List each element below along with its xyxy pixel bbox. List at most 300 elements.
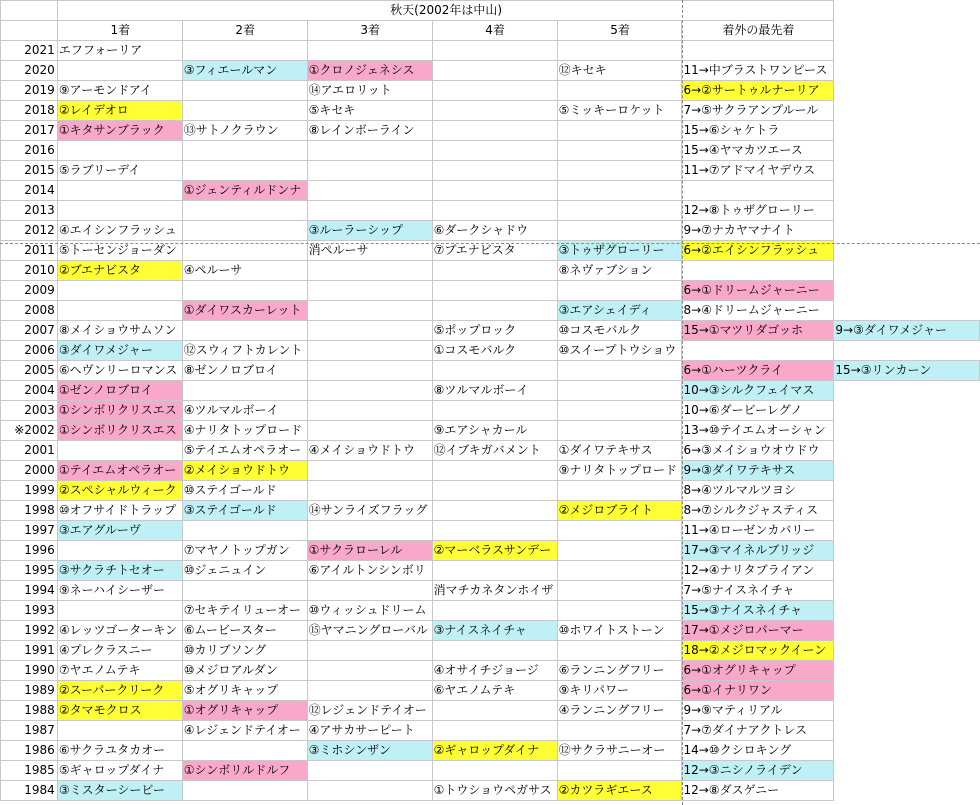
cell-2nd[interactable]: ①シンボリルドルフ bbox=[182, 761, 307, 781]
cell-2nd[interactable]: ③フィエールマン bbox=[182, 61, 307, 81]
cell-5th[interactable] bbox=[557, 641, 682, 661]
cell-2nd[interactable] bbox=[182, 101, 307, 121]
cell-1st[interactable]: ⑦ヤエノムテキ bbox=[57, 661, 182, 681]
cell-3rd[interactable] bbox=[307, 401, 432, 421]
cell-1st[interactable]: ④エイシンフラッシュ bbox=[57, 221, 182, 241]
outside-cell bbox=[834, 741, 980, 761]
cell-3rd[interactable]: ⑭サンライズフラッグ bbox=[307, 501, 432, 521]
cell-1st[interactable] bbox=[57, 601, 182, 621]
cell-5th[interactable]: ③トゥザグローリー bbox=[557, 241, 682, 261]
cell-3rd[interactable] bbox=[307, 661, 432, 681]
cell-best-unplaced[interactable]: 14→⑩クシロキング bbox=[682, 741, 834, 761]
cell-4th[interactable] bbox=[432, 261, 557, 281]
cell-3rd[interactable]: ⑭アエロリット bbox=[307, 81, 432, 101]
cell-5th[interactable] bbox=[557, 521, 682, 541]
cell-1st[interactable]: ③ミスターシービー bbox=[57, 781, 182, 801]
cell-3rd[interactable] bbox=[307, 481, 432, 501]
cell-1st[interactable]: ⑤ギャロップダイナ bbox=[57, 761, 182, 781]
cell-1st[interactable]: ③ダイワメジャー bbox=[57, 341, 182, 361]
cell-1st[interactable] bbox=[57, 141, 182, 161]
cell-2nd[interactable] bbox=[182, 161, 307, 181]
cell-5th[interactable]: ⑤ミッキーロケット bbox=[557, 101, 682, 121]
cell-4th[interactable]: ⑦ブエナビスタ bbox=[432, 241, 557, 261]
cell-3rd[interactable]: ①サクラローレル bbox=[307, 541, 432, 561]
cell-3rd[interactable] bbox=[307, 781, 432, 801]
cell-best-unplaced[interactable]: 7→⑦ダイナアクトレス bbox=[682, 721, 834, 741]
table-row bbox=[1, 401, 980, 421]
header-year-cell[interactable] bbox=[1, 21, 58, 41]
cell-2nd[interactable]: ④ツルマルボーイ bbox=[182, 401, 307, 421]
cell-4th[interactable]: ①コスモバルク bbox=[432, 341, 557, 361]
cell-5th[interactable]: ②カツラギエース bbox=[557, 781, 682, 801]
cell-3rd[interactable] bbox=[307, 261, 432, 281]
cell-2nd[interactable]: ⑥ムービースター bbox=[182, 621, 307, 641]
cell-best-unplaced[interactable]: 6→②サートゥルナーリア bbox=[682, 81, 834, 101]
year-cell[interactable]: 2006 bbox=[1, 341, 58, 361]
cell-best-unplaced[interactable]: 11→④ローゼンカバリー bbox=[682, 521, 834, 541]
cell-2nd[interactable] bbox=[182, 781, 307, 801]
cell-3rd[interactable]: ③ミホシンザン bbox=[307, 741, 432, 761]
cell-2nd[interactable]: ⑦セキテイリューオー bbox=[182, 601, 307, 621]
cell-best-unplaced[interactable]: 11→中ブラストワンピース bbox=[682, 61, 834, 81]
cell-5th[interactable] bbox=[557, 41, 682, 61]
cell-2nd[interactable] bbox=[182, 381, 307, 401]
year-cell[interactable]: 2005 bbox=[1, 361, 58, 381]
cell-3rd[interactable] bbox=[307, 141, 432, 161]
cell-1st[interactable]: ③サクラチトセオー bbox=[57, 561, 182, 581]
cell-1st[interactable]: ④レッツゴーターキン bbox=[57, 621, 182, 641]
cell-best-unplaced[interactable]: 8→④ツルマルツヨシ bbox=[682, 481, 834, 501]
year-cell[interactable]: 2014 bbox=[1, 181, 58, 201]
cell-5th[interactable]: ⑩ホワイトストーン bbox=[557, 621, 682, 641]
cell-4th[interactable] bbox=[432, 701, 557, 721]
cell-2nd[interactable] bbox=[182, 581, 307, 601]
cell-3rd[interactable] bbox=[307, 361, 432, 381]
sheet-title[interactable]: 秋天(2002年は中山) bbox=[57, 1, 834, 21]
cell-5th[interactable] bbox=[557, 721, 682, 741]
cell-1st[interactable] bbox=[57, 181, 182, 201]
table-row bbox=[1, 621, 980, 641]
cell-best-unplaced[interactable]: 15→④ヤマカツエース bbox=[682, 141, 834, 161]
cell-3rd[interactable]: ①クロノジェネシス bbox=[307, 61, 432, 81]
cell-best-unplaced[interactable] bbox=[682, 341, 834, 361]
cell-best-unplaced[interactable]: 8→④ドリームジャーニー bbox=[682, 301, 834, 321]
cell-4th[interactable] bbox=[432, 461, 557, 481]
cell-1st[interactable]: ②スペシャルウィーク bbox=[57, 481, 182, 501]
cell-4th[interactable]: ⑫イブキガバメント bbox=[432, 441, 557, 461]
cell-4th[interactable] bbox=[432, 641, 557, 661]
cell-5th[interactable]: ⑥ランニングフリー bbox=[557, 661, 682, 681]
cell-3rd[interactable] bbox=[307, 161, 432, 181]
cell-1st[interactable]: ②ブエナビスタ bbox=[57, 261, 182, 281]
cell-3rd[interactable] bbox=[307, 181, 432, 201]
cell-3rd[interactable] bbox=[307, 681, 432, 701]
table-row bbox=[1, 321, 980, 341]
table-row bbox=[1, 521, 980, 541]
year-cell[interactable]: 2011 bbox=[1, 241, 58, 261]
header-2nd[interactable]: 2着 bbox=[182, 21, 307, 41]
year-cell[interactable]: 1996 bbox=[1, 541, 58, 561]
cell-2nd[interactable]: ⑤テイエムオペラオー bbox=[182, 441, 307, 461]
year-cell[interactable]: 1992 bbox=[1, 621, 58, 641]
cell-1st[interactable]: ②スーパークリーク bbox=[57, 681, 182, 701]
table-row bbox=[1, 481, 980, 501]
cell-3rd[interactable] bbox=[307, 201, 432, 221]
year-cell[interactable]: 2001 bbox=[1, 441, 58, 461]
cell-1st[interactable]: ②レイデオロ bbox=[57, 101, 182, 121]
cell-3rd[interactable]: ⑤キセキ bbox=[307, 101, 432, 121]
cell-1st[interactable]: ⑨ネーハイシーザー bbox=[57, 581, 182, 601]
cell-3rd[interactable] bbox=[307, 421, 432, 441]
cell-1st[interactable]: ⑩オフサイドトラップ bbox=[57, 501, 182, 521]
cell-best-unplaced[interactable]: 9→⑦ナカヤマナイト bbox=[682, 221, 834, 241]
cell-1st[interactable]: ⑥サクラユタカオー bbox=[57, 741, 182, 761]
cell-4th[interactable]: ①トウショウペガサス bbox=[432, 781, 557, 801]
cell-1st[interactable] bbox=[57, 541, 182, 561]
cell-2nd[interactable] bbox=[182, 741, 307, 761]
cell-5th[interactable]: ⑩スイープトウショウ bbox=[557, 341, 682, 361]
cell-5th[interactable] bbox=[557, 221, 682, 241]
cell-3rd[interactable] bbox=[307, 301, 432, 321]
cell-4th[interactable]: ⑨エアシャカール bbox=[432, 421, 557, 441]
cell-2nd[interactable]: ①オグリキャップ bbox=[182, 701, 307, 721]
cell-4th[interactable] bbox=[432, 141, 557, 161]
cell-1st[interactable]: ⑥ヘヴンリーロマンス bbox=[57, 361, 182, 381]
cell-5th[interactable] bbox=[557, 381, 682, 401]
year-cell[interactable]: 1991 bbox=[1, 641, 58, 661]
table-row bbox=[1, 201, 980, 221]
header-5th[interactable]: 5着 bbox=[557, 21, 682, 41]
cell-5th[interactable] bbox=[557, 421, 682, 441]
cell-1st[interactable]: ③エアグルーヴ bbox=[57, 521, 182, 541]
cell-3rd[interactable]: ⑮ヤマニングローバル bbox=[307, 621, 432, 641]
cell-1st[interactable]: ①ゼンノロブロイ bbox=[57, 381, 182, 401]
outside-cell bbox=[834, 621, 980, 641]
cell-best-unplaced[interactable] bbox=[682, 41, 834, 61]
table-row bbox=[1, 421, 980, 441]
cell-5th[interactable] bbox=[557, 201, 682, 221]
cell-1st[interactable] bbox=[57, 721, 182, 741]
cell-4th[interactable]: 消マチカネタンホイザ bbox=[432, 581, 557, 601]
cell-best-unplaced[interactable]: 12→④ナリタブライアン bbox=[682, 561, 834, 581]
cell-2nd[interactable]: ⑩メジロアルダン bbox=[182, 661, 307, 681]
outside-cell bbox=[834, 581, 980, 601]
cell-4th[interactable] bbox=[432, 121, 557, 141]
cell-1st[interactable]: ②タマモクロス bbox=[57, 701, 182, 721]
page-break-horizontal bbox=[0, 243, 980, 244]
cell-5th[interactable]: ⑧ネヴァブション bbox=[557, 261, 682, 281]
title-spacer-cell[interactable] bbox=[1, 1, 58, 21]
cell-5th[interactable] bbox=[557, 81, 682, 101]
cell-4th[interactable] bbox=[432, 561, 557, 581]
cell-2nd[interactable]: ①ジェンティルドンナ bbox=[182, 181, 307, 201]
cell-1st[interactable]: ⑨アーモンドアイ bbox=[57, 81, 182, 101]
cell-4th[interactable] bbox=[432, 721, 557, 741]
cell-4th[interactable] bbox=[432, 361, 557, 381]
cell-3rd[interactable]: ⑥アイルトンシンボリ bbox=[307, 561, 432, 581]
year-cell[interactable]: 1998 bbox=[1, 501, 58, 521]
cell-best-unplaced[interactable]: 9→⑨マティリアル bbox=[682, 701, 834, 721]
cell-2nd[interactable] bbox=[182, 321, 307, 341]
cell-5th[interactable] bbox=[557, 141, 682, 161]
cell-4th[interactable] bbox=[432, 81, 557, 101]
cell-3rd[interactable]: ⑫レジェンドテイオー bbox=[307, 701, 432, 721]
cell-best-unplaced[interactable]: 11→⑦アドマイヤデウス bbox=[682, 161, 834, 181]
year-cell[interactable]: 1995 bbox=[1, 561, 58, 581]
cell-best-unplaced[interactable]: 9→③ダイワテキサス bbox=[682, 461, 834, 481]
cell-1st[interactable]: エフフォーリア bbox=[57, 41, 182, 61]
year-cell[interactable]: 2021 bbox=[1, 41, 58, 61]
year-cell[interactable]: 2012 bbox=[1, 221, 58, 241]
cell-extra-unplaced[interactable]: 15→③リンカーン bbox=[834, 361, 980, 381]
cell-5th[interactable]: ①ダイワテキサス bbox=[557, 441, 682, 461]
table-row bbox=[1, 381, 980, 401]
cell-1st[interactable] bbox=[57, 301, 182, 321]
cell-4th[interactable] bbox=[432, 61, 557, 81]
cell-best-unplaced[interactable]: 18→②メジロマックイーン bbox=[682, 641, 834, 661]
cell-5th[interactable] bbox=[557, 581, 682, 601]
cell-best-unplaced[interactable]: 6→①ドリームジャーニー bbox=[682, 281, 834, 301]
outside-cell bbox=[834, 161, 980, 181]
cell-2nd[interactable]: ②メイショウドトウ bbox=[182, 461, 307, 481]
cell-5th[interactable]: ③エアシェイディ bbox=[557, 301, 682, 321]
cell-4th[interactable] bbox=[432, 201, 557, 221]
cell-4th[interactable]: ⑥ダークシャドウ bbox=[432, 221, 557, 241]
cell-3rd[interactable] bbox=[307, 581, 432, 601]
cell-2nd[interactable]: ④レジェンドテイオー bbox=[182, 721, 307, 741]
cell-best-unplaced[interactable]: 6→①ハーツクライ bbox=[682, 361, 834, 381]
cell-best-unplaced[interactable]: 13→⑩テイエムオーシャン bbox=[682, 421, 834, 441]
outside-cell bbox=[834, 761, 980, 781]
cell-3rd[interactable]: ④メイショウドトウ bbox=[307, 441, 432, 461]
cell-best-unplaced[interactable]: 12→⑧トゥザグローリー bbox=[682, 201, 834, 221]
header-4th[interactable]: 4着 bbox=[432, 21, 557, 41]
cell-4th[interactable]: ③ナイスネイチャ bbox=[432, 621, 557, 641]
cell-extra-unplaced[interactable]: 9→③ダイワメジャー bbox=[834, 321, 980, 341]
year-cell[interactable]: 2004 bbox=[1, 381, 58, 401]
year-cell[interactable]: 2010 bbox=[1, 261, 58, 281]
year-cell[interactable]: 1988 bbox=[1, 701, 58, 721]
cell-best-unplaced[interactable]: 10→⑥ダービーレグノ bbox=[682, 401, 834, 421]
cell-3rd[interactable] bbox=[307, 321, 432, 341]
table-row bbox=[1, 281, 980, 301]
cell-5th[interactable]: ②メジロブライト bbox=[557, 501, 682, 521]
cell-4th[interactable]: ⑤ポップロック bbox=[432, 321, 557, 341]
cell-1st[interactable]: ⑤ラブリーデイ bbox=[57, 161, 182, 181]
table-row bbox=[1, 441, 980, 461]
year-cell[interactable]: 2000 bbox=[1, 461, 58, 481]
cell-5th[interactable]: ⑨キリパワー bbox=[557, 681, 682, 701]
cell-4th[interactable]: ②ギャロップダイナ bbox=[432, 741, 557, 761]
cell-1st[interactable] bbox=[57, 281, 182, 301]
cell-4th[interactable] bbox=[432, 501, 557, 521]
cell-5th[interactable] bbox=[557, 181, 682, 201]
year-cell[interactable]: 1989 bbox=[1, 681, 58, 701]
cell-4th[interactable] bbox=[432, 181, 557, 201]
cell-3rd[interactable] bbox=[307, 641, 432, 661]
cell-1st[interactable] bbox=[57, 201, 182, 221]
cell-2nd[interactable]: ④ペルーサ bbox=[182, 261, 307, 281]
cell-3rd[interactable] bbox=[307, 461, 432, 481]
cell-4th[interactable] bbox=[432, 481, 557, 501]
cell-2nd[interactable]: ⑤オグリキャップ bbox=[182, 681, 307, 701]
year-cell[interactable]: 2015 bbox=[1, 161, 58, 181]
cell-1st[interactable]: ①キタサンブラック bbox=[57, 121, 182, 141]
cell-5th[interactable] bbox=[557, 761, 682, 781]
cell-4th[interactable] bbox=[432, 41, 557, 61]
year-cell[interactable]: ※2002 bbox=[1, 421, 58, 441]
year-cell[interactable]: 2016 bbox=[1, 141, 58, 161]
cell-3rd[interactable] bbox=[307, 281, 432, 301]
cell-5th[interactable] bbox=[557, 361, 682, 381]
cell-1st[interactable] bbox=[57, 441, 182, 461]
cell-best-unplaced[interactable]: 6→①イナリワン bbox=[682, 681, 834, 701]
cell-5th[interactable]: ⑨ナリタトップロード bbox=[557, 461, 682, 481]
year-cell[interactable]: 1997 bbox=[1, 521, 58, 541]
cell-5th[interactable]: ⑩コスモバルク bbox=[557, 321, 682, 341]
cell-best-unplaced[interactable]: 15→③ナイスネイチャ bbox=[682, 601, 834, 621]
cell-4th[interactable] bbox=[432, 281, 557, 301]
cell-4th[interactable] bbox=[432, 761, 557, 781]
cell-5th[interactable] bbox=[557, 561, 682, 581]
cell-2nd[interactable] bbox=[182, 41, 307, 61]
cell-4th[interactable] bbox=[432, 301, 557, 321]
cell-3rd[interactable] bbox=[307, 381, 432, 401]
year-cell[interactable]: 2009 bbox=[1, 281, 58, 301]
cell-best-unplaced[interactable] bbox=[682, 261, 834, 281]
year-cell[interactable]: 2013 bbox=[1, 201, 58, 221]
cell-2nd[interactable]: ⑩カリブソング bbox=[182, 641, 307, 661]
cell-3rd[interactable]: 消ペルーサ bbox=[307, 241, 432, 261]
cell-2nd[interactable] bbox=[182, 141, 307, 161]
cell-3rd[interactable] bbox=[307, 521, 432, 541]
table-row bbox=[1, 141, 980, 161]
header-best-unplaced[interactable]: 着外の最先着 bbox=[682, 21, 834, 41]
cell-4th[interactable]: ④オサイチジョージ bbox=[432, 661, 557, 681]
cell-3rd[interactable]: ③ルーラーシップ bbox=[307, 221, 432, 241]
year-cell[interactable]: 1987 bbox=[1, 721, 58, 741]
cell-best-unplaced[interactable]: 15→⑥シャケトラ bbox=[682, 121, 834, 141]
year-cell[interactable]: 1986 bbox=[1, 741, 58, 761]
header-3rd[interactable]: 3着 bbox=[307, 21, 432, 41]
cell-4th[interactable]: ⑧ツルマルボーイ bbox=[432, 381, 557, 401]
cell-4th[interactable] bbox=[432, 521, 557, 541]
cell-5th[interactable]: ⑫キセキ bbox=[557, 61, 682, 81]
cell-1st[interactable]: ⑧メイショウサムソン bbox=[57, 321, 182, 341]
cell-best-unplaced[interactable]: 15→①マツリダゴッホ bbox=[682, 321, 834, 341]
outside-cell bbox=[834, 41, 980, 61]
cell-best-unplaced[interactable]: 10→③シルクフェイマス bbox=[682, 381, 834, 401]
cell-best-unplaced[interactable]: 7→⑤ナイスネイチャ bbox=[682, 581, 834, 601]
cell-2nd[interactable] bbox=[182, 201, 307, 221]
cell-2nd[interactable]: ⑫スウィフトカレント bbox=[182, 341, 307, 361]
cell-5th[interactable] bbox=[557, 161, 682, 181]
cell-best-unplaced[interactable]: 7→⑤サクラアンプルール bbox=[682, 101, 834, 121]
cell-2nd[interactable]: ⑬サトノクラウン bbox=[182, 121, 307, 141]
cell-2nd[interactable]: ③ステイゴールド bbox=[182, 501, 307, 521]
cell-5th[interactable]: ④ランニングフリー bbox=[557, 701, 682, 721]
cell-1st[interactable]: ⑤トーセンジョーダン bbox=[57, 241, 182, 261]
cell-2nd[interactable] bbox=[182, 81, 307, 101]
year-cell[interactable]: 1990 bbox=[1, 661, 58, 681]
year-cell[interactable]: 2003 bbox=[1, 401, 58, 421]
outside-cell bbox=[834, 61, 980, 81]
cell-2nd[interactable] bbox=[182, 281, 307, 301]
table-row bbox=[1, 61, 980, 81]
cell-1st[interactable] bbox=[57, 61, 182, 81]
cell-3rd[interactable] bbox=[307, 341, 432, 361]
cell-1st[interactable]: ①シンボリクリスエス bbox=[57, 401, 182, 421]
table-row bbox=[1, 501, 980, 521]
cell-4th[interactable] bbox=[432, 101, 557, 121]
cell-5th[interactable] bbox=[557, 541, 682, 561]
year-cell[interactable]: 2018 bbox=[1, 101, 58, 121]
cell-5th[interactable] bbox=[557, 481, 682, 501]
year-cell[interactable]: 1993 bbox=[1, 601, 58, 621]
year-cell[interactable]: 2017 bbox=[1, 121, 58, 141]
cell-4th[interactable] bbox=[432, 401, 557, 421]
year-cell[interactable]: 1985 bbox=[1, 761, 58, 781]
cell-5th[interactable] bbox=[557, 121, 682, 141]
cell-3rd[interactable] bbox=[307, 41, 432, 61]
cell-4th[interactable]: ⑥ヤエノムテキ bbox=[432, 681, 557, 701]
cell-2nd[interactable] bbox=[182, 521, 307, 541]
cell-4th[interactable] bbox=[432, 601, 557, 621]
cell-2nd[interactable] bbox=[182, 221, 307, 241]
year-cell[interactable]: 1994 bbox=[1, 581, 58, 601]
cell-1st[interactable]: ①テイエムオペラオー bbox=[57, 461, 182, 481]
cell-3rd[interactable] bbox=[307, 761, 432, 781]
cell-5th[interactable] bbox=[557, 401, 682, 421]
cell-1st[interactable]: ④プレクラスニー bbox=[57, 641, 182, 661]
cell-best-unplaced[interactable]: 6→①オグリキャップ bbox=[682, 661, 834, 681]
cell-2nd[interactable]: ⑩ステイゴールド bbox=[182, 481, 307, 501]
cell-2nd[interactable]: ①ダイワスカーレット bbox=[182, 301, 307, 321]
year-cell[interactable]: 2020 bbox=[1, 61, 58, 81]
cell-3rd[interactable]: ⑩ウィッシュドリーム bbox=[307, 601, 432, 621]
outside-cell bbox=[834, 461, 980, 481]
header-1st[interactable]: 1着 bbox=[57, 21, 182, 41]
cell-2nd[interactable]: ⑩ジェニュイン bbox=[182, 561, 307, 581]
cell-5th[interactable] bbox=[557, 601, 682, 621]
year-cell[interactable]: 1984 bbox=[1, 781, 58, 801]
cell-3rd[interactable]: ④アサカサーピート bbox=[307, 721, 432, 741]
year-cell[interactable]: 2008 bbox=[1, 301, 58, 321]
outside-cell bbox=[834, 281, 980, 301]
cell-best-unplaced[interactable]: 12→③ニシノライデン bbox=[682, 761, 834, 781]
cell-best-unplaced[interactable]: 8→⑦シルクジャスティス bbox=[682, 501, 834, 521]
cell-5th[interactable]: ⑫サクラサニーオー bbox=[557, 741, 682, 761]
cell-best-unplaced[interactable]: 6→②エイシンフラッシュ bbox=[682, 241, 834, 261]
cell-best-unplaced[interactable]: 12→⑧ダスゲニー bbox=[682, 781, 834, 801]
year-cell[interactable]: 2019 bbox=[1, 81, 58, 101]
cell-2nd[interactable]: ⑦マヤノトップガン bbox=[182, 541, 307, 561]
cell-5th[interactable] bbox=[557, 281, 682, 301]
cell-best-unplaced[interactable]: 17→①メジロパーマー bbox=[682, 621, 834, 641]
cell-best-unplaced[interactable]: 17→③マイネルブリッジ bbox=[682, 541, 834, 561]
cell-1st[interactable]: ①シンボリクリスエス bbox=[57, 421, 182, 441]
table-row bbox=[1, 681, 980, 701]
cell-2nd[interactable]: ④ナリタトップロード bbox=[182, 421, 307, 441]
cell-best-unplaced[interactable] bbox=[682, 181, 834, 201]
cell-2nd[interactable]: ⑧ゼンノロブロイ bbox=[182, 361, 307, 381]
cell-4th[interactable]: ②マーベラスサンデー bbox=[432, 541, 557, 561]
year-cell[interactable]: 2007 bbox=[1, 321, 58, 341]
cell-3rd[interactable]: ⑧レインボーライン bbox=[307, 121, 432, 141]
cell-4th[interactable] bbox=[432, 161, 557, 181]
cell-best-unplaced[interactable]: 6→③メイショウオウドウ bbox=[682, 441, 834, 461]
year-cell[interactable]: 1999 bbox=[1, 481, 58, 501]
